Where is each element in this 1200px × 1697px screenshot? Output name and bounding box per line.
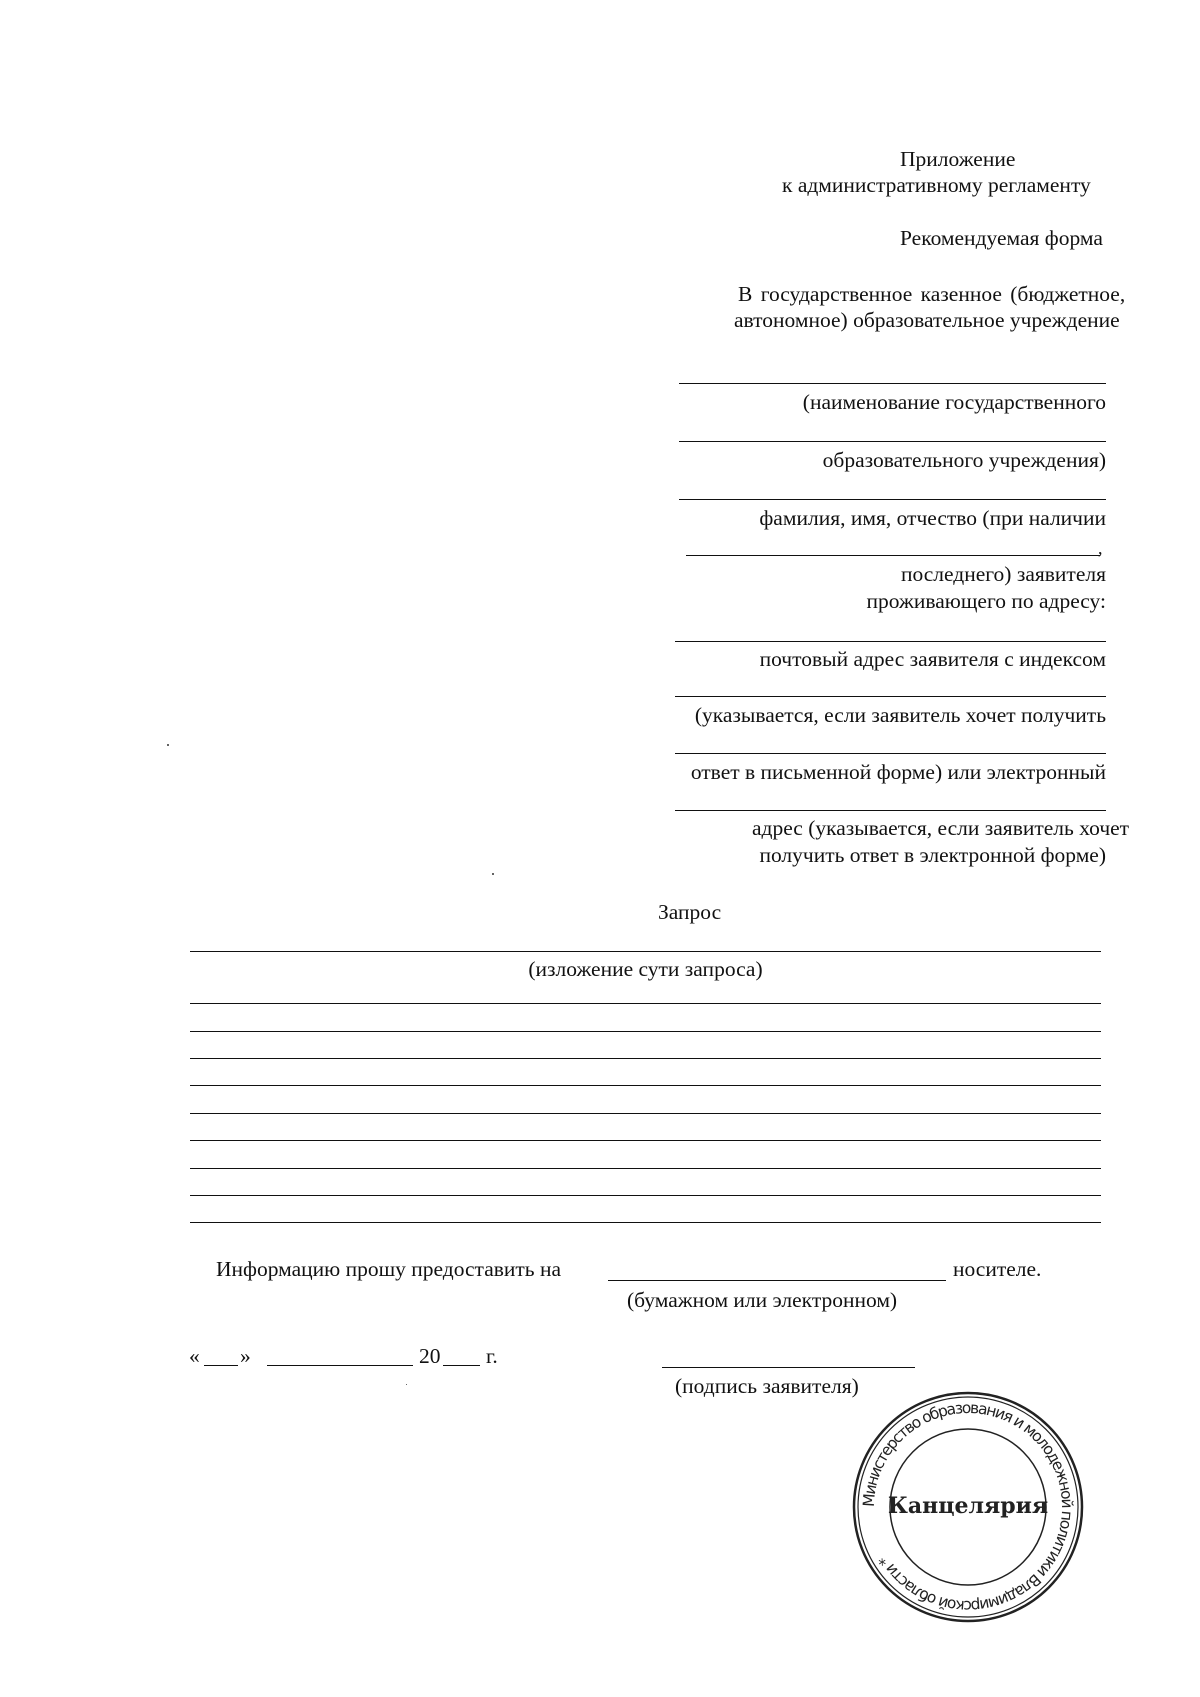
trailing-comma: , [1098,538,1103,558]
request-title: Запрос [658,900,722,924]
email-address-hint: адрес (указывается, если заявитель хочет [752,816,1130,840]
request-line[interactable] [190,1085,1101,1086]
chancellery-stamp [851,1390,1085,1624]
regulation-reference: к административному регламенту [782,173,1091,197]
date-year-field[interactable] [443,1365,480,1366]
request-line[interactable] [190,1222,1101,1223]
signature-hint: (подпись заявителя) [675,1374,859,1398]
request-line[interactable] [190,1003,1101,1004]
request-line[interactable] [190,1140,1101,1141]
institution-name-hint-2: образовательного учреждения) [822,448,1106,472]
date-month-field[interactable] [267,1365,413,1366]
date-year-prefix: 20 [419,1344,441,1368]
stamp-outer-text: Министерство образования и молодежной политики Владимирской области * [859,1398,1077,1616]
request-essence-field[interactable] [190,951,1101,952]
institution-name-field-2[interactable] [679,441,1106,442]
medium-label: Информацию прошу предоставить на [216,1257,562,1281]
date-close-quote: » [240,1344,251,1368]
request-line[interactable] [190,1058,1101,1059]
applicant-name-field-2[interactable] [686,555,1100,556]
email-address-field[interactable] [675,810,1106,811]
request-line[interactable] [190,1113,1101,1114]
addressee-line-1: В государственное казенное (бюджетное, [738,282,1126,306]
request-essence-hint: (изложение сути запроса) [528,957,763,981]
recommended-form-label: Рекомендуемая форма [900,226,1103,250]
scan-speck [492,873,494,875]
institution-name-hint: (наименование государственного [802,390,1106,414]
scan-speck [167,744,169,746]
addressee-line-2: автономное) образовательное учреждение [734,308,1120,332]
postal-address-hint-2: (указывается, если заявитель хочет получить [694,703,1106,727]
postal-address-field[interactable] [675,641,1106,642]
medium-suffix: носителе. [953,1257,1042,1281]
medium-hint: (бумажном или электронном) [627,1288,898,1312]
postal-address-hint-3: ответ в письменной форме) или электронный [690,760,1106,784]
request-line[interactable] [190,1031,1101,1032]
medium-field[interactable] [608,1280,946,1281]
date-open-quote: « [189,1344,200,1368]
applicant-name-hint-2: последнего) заявителя [900,562,1106,586]
stamp-center-text: Канцелярия [887,1493,1049,1519]
residence-label: проживающего по адресу: [866,589,1106,613]
applicant-name-hint: фамилия, имя, отчество (при наличии [759,506,1106,530]
date-day-field[interactable] [204,1365,238,1366]
date-year-suffix: г. [486,1344,498,1368]
postal-address-hint: почтовый адрес заявителя с индексом [759,647,1106,671]
postal-address-field-2[interactable] [675,696,1106,697]
request-line[interactable] [190,1168,1101,1169]
postal-address-field-3[interactable] [675,753,1106,754]
scan-speck [406,1384,407,1385]
institution-name-field[interactable] [679,383,1106,384]
signature-field[interactable] [662,1367,915,1368]
appendix-title: Приложение [900,147,1016,171]
email-address-hint-2: получить ответ в электронной форме) [759,843,1106,867]
applicant-name-field[interactable] [679,499,1106,500]
request-line[interactable] [190,1195,1101,1196]
